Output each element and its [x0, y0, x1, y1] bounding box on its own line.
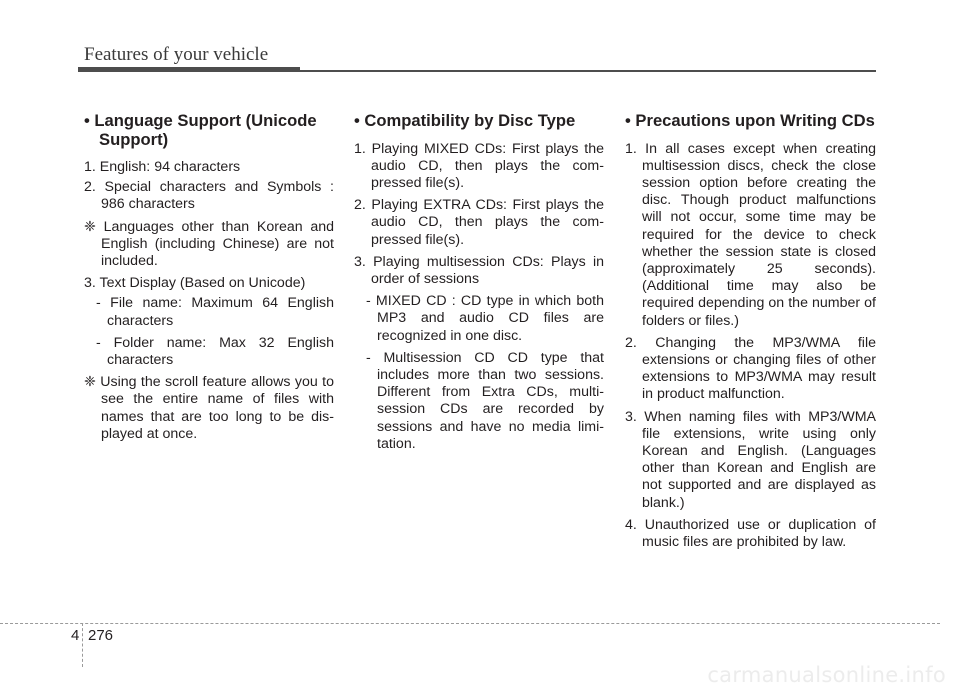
header-rule: [300, 70, 876, 72]
sub-list-item: - Folder name: Max 32 English characters: [96, 334, 334, 369]
header-accent-bar: [78, 67, 300, 72]
section-compatibility: [354, 112, 604, 458]
section-language-support: [84, 112, 334, 448]
sub-list-item: - MIXED CD : CD type in which both MP3 and audio CD files are recognized in one disc.: [366, 293, 604, 344]
section-precautions: [625, 112, 876, 556]
watermark: carmanualsonline.info: [707, 663, 946, 687]
page-header-title: Features of your vehicle: [84, 44, 269, 65]
list-item: 3. Text Display (Based on Unicode): [84, 275, 306, 292]
list-item: 3. When naming files with MP3/WMA file extensions, write using only Korean and English. (Languages other than Korean and English are not supported and are displayed as blank.): [625, 408, 876, 511]
section-heading: • Precautions upon Writing CDs: [625, 111, 875, 130]
section-heading: • Compatibility by Disc Type: [354, 111, 576, 130]
sub-list-item: - File name: Maximum 64 English characters: [96, 295, 334, 329]
list-item: 4. Unauthorized use or duplication of music files are prohibited by law.: [625, 516, 876, 550]
footer-dashed-divider: [82, 623, 83, 667]
list-item: 2. Playing EXTRA CDs: First plays the audio CD, then plays the compressed file(s).: [354, 197, 604, 248]
list-item: 1. Playing MIXED CDs: First plays the audio CD, then plays the compressed file(s).: [354, 140, 604, 191]
list-item: 2. Special characters and Symbols : 986 characters: [84, 179, 334, 213]
list-item: 1. In all cases except when creating multisession discs, check the close session option before creating the disc. Though product malfunctions will not occur, some time may be required for the device to check whether the session state is closed (approximately 25 seconds). (Additional time may also be required depending on the number of folders or files.): [625, 140, 876, 329]
footer-dashed-rule: [0, 623, 940, 624]
section-heading: • Language Support (Unicode Support): [84, 111, 317, 149]
sub-list-item: - Multisession CD CD type that includes more than two sessions. Different from Extra CDs, multisession CDs are recorded by sessions and have no media limitation.: [366, 349, 604, 452]
chapter-number: 4: [71, 627, 80, 644]
page-number: 276: [88, 627, 114, 644]
note-item: ❈ Using the scroll feature allows you to see the entire name of files with names that are too long to be displayed at once.: [84, 374, 334, 442]
note-item: ❈ Languages other than Korean and English (including Chinese) are not included.: [84, 218, 334, 270]
list-item: 2. Changing the MP3/WMA file extensions or changing files of other extensions to MP3/WMA may result in product malfunction.: [625, 334, 876, 403]
list-item: 1. English: 94 characters: [84, 159, 241, 175]
list-item: 3. Playing multisession CDs: Plays in order of sessions: [354, 253, 604, 287]
